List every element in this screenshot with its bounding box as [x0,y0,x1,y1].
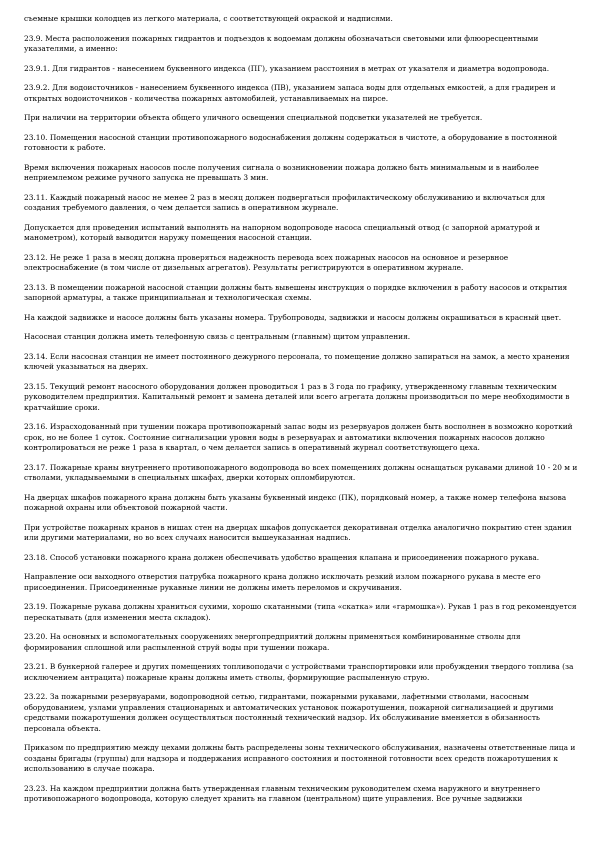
paragraph-2: 23.9. Места расположения пожарных гидрантов и подъездов к водоемам должны обозначаться световыми или флюоресцентными указателями, а именно: [24,33,539,53]
paragraph-1: съемные крышки колодцев из легкого материала, с соответствующей окраской и надписями. [24,14,393,23]
paragraph-10: 23.12. Не реже 1 раза в месяц должна проверяться надежность перевода всех пожарных насосов на основное и резервное электроснабжение (в том числе от дизельных агрегатов). Результаты регистрируются в оперативном журнале. [24,252,509,273]
paragraph-20: 23.18. Способ установки пожарного крана должен обеспечивать удобство вращения клапана и присоединения пожарного рукава. [24,552,540,562]
document-page [24,14,579,834]
paragraph-19: При устройстве пожарных кранов в нишах стен на дверцах шкафов допускается декоративная отделка аналогично покрытию стен здания или другими материалами, но во всех случаях наносится вышеуказанная надпись. [24,522,572,543]
paragraph-22: 23.19. Пожарные рукава должны храниться сухими, хорошо скатанными (типа «скатка» или «гармошка»). Рукав 1 раз в год рекомендуется перескатывать (для изменения места складок). [24,602,577,622]
paragraph-25: 23.22. За пожарными резервуарами, водопроводной сетью, гидрантами, пожарными рукавами, лафетными стволами, насосным оборудованием, узлами управления стационарных и автоматических установок пожаротушения, пожарной сигнализацией и другими средствами пожаротушения должен осуществляться постоянный технический надзор. Их обслуживание вменяется в обязанность персонала объекта. [24,692,554,733]
paragraph-13: Насосная станция должна иметь телефонную связь с центральным (главным) щитом управления. [24,332,411,342]
paragraph-26: Приказом по предприятию между цехами должны быть распределены зоны технического обслуживания, назначены ответственные лица и созданы бригады (группы) для надзора и поддержания исправного состояния и постоянной готовности всех средств пожаротушения к использованию в случае пожара. [24,743,576,773]
paragraph-14: 23.14. Если насосная станция не имеет постоянного дежурного персонала, то помещение должно запираться на замок, а место хранения ключей указываться на дверях. [24,351,570,372]
paragraph-18: На дверцах шкафов пожарного крана должны быть указаны буквенный индекс (ПК), порядковый номер, а также номер телефона вызова пожарной охраны или объектовой пожарной части. [24,492,567,513]
paragraph-12: На каждой задвижке и насосе должны быть указаны номера. Трубопроводы, задвижки и насосы должны окрашиваться в красный цвет. [24,312,562,322]
paragraph-17: 23.17. Пожарные краны внутреннего противопожарного водопровода во всех помещениях должны оснащаться рукавами длиной 10 - 20 м и стволами, укладываемыми в специальных шкафах, дверки которых опломбируются. [24,462,578,483]
paragraph-23: 23.20. На основных и вспомогательных сооружениях энергопредприятий должны применяться комбинированные стволы для формирования сплошной или распыленной струй воды при тушении пожара. [24,632,521,652]
paragraph-7: Время включения пожарных насосов после получения сигнала о возникновении пожара должно быть минимальным и в наиболее неприемлемом режиме ручного запуска не превышать 3 мин. [24,162,539,183]
paragraph-8: 23.11. Каждый пожарный насос не менее 2 раз в месяц должен подвергаться профилактическому обслуживанию и включаться для создания требуемого давления, о чем делается запись в оперативном журнале. [24,192,546,213]
paragraph-24: 23.21. В бункерной галерее и других помещениях топливоподачи с устройствами транспортировки или пробуждения твердого топлива (за исключением антрацита) пожарные краны должны иметь стволы, формирующие распыленную струю. [24,662,574,682]
paragraph-4: 23.9.2. Для водоисточников - нанесением буквенного индекса (ПВ), указанием запаса воды для отдельных емкостей, а для градирен и открытых водоисточников - количества пожарных автомобилей, устанавливаемых на пирсе. [24,83,556,103]
paragraph-3: 23.9.1. Для гидрантов - нанесением буквенного индекса (ПГ), указанием расстояния в метрах от указателя и диаметра водопровода. [24,63,550,73]
paragraph-15: 23.15. Текущий ремонт насосного оборудования должен проводиться 1 раз в 3 года по графику, утвержденному главным техническим руководителем предприятия. Капитальный ремонт и замена деталей или всего агрегата должны производиться по мере необходимости в кратчайшие сроки. [24,381,570,412]
paragraph-16: 23.16. Израсходованный при тушении пожара противопожарный запас воды из резервуаров должен быть восполнен в возможно короткий срок, но не более 1 суток. Состояние сигнализации уровня воды в резервуарах и автоматики включения пожарных насосов должно контролироваться не реже 1 раза в квартал, о чем делается запись в оперативный журнал соответствующего цеха. [24,422,573,453]
paragraph-21: Направление оси выходного отверстия патрубка пожарного крана должно исключать резкий излом пожарного рукава в месте его присоединения. Присоединенные рукавные линии не должны иметь переломов и скручивания. [24,572,541,592]
paragraph-9: Допускается для проведения испытаний выполнять на напорном водопроводе насоса специальный отвод (с запорной арматурой и манометром), который выводится наружу помещения насосной станции. [24,222,540,243]
paragraph-27: 23.23. На каждом предприятии должна быть утвержденная главным техническим руководителем схема наружного и внутреннего противопожарного водопровода, которую следует хранить на главном (центральном) щите управления. Все ручные задвижки [24,783,541,803]
paragraph-6: 23.10. Помещения насосной станции противопожарного водоснабжения должны содержаться в чистоте, а оборудование в постоянной готовности к работе. [24,132,558,153]
paragraph-11: 23.13. В помещении пожарной насосной станции должны быть вывешены инструкция о порядке включения в работу насосов и открытия запорной арматуры, а также принципиальная и технологическая схемы. [24,282,568,303]
paragraph-5: При наличии на территории объекта общего уличного освещения специальной подсветки указателей не требуется. [24,113,483,123]
